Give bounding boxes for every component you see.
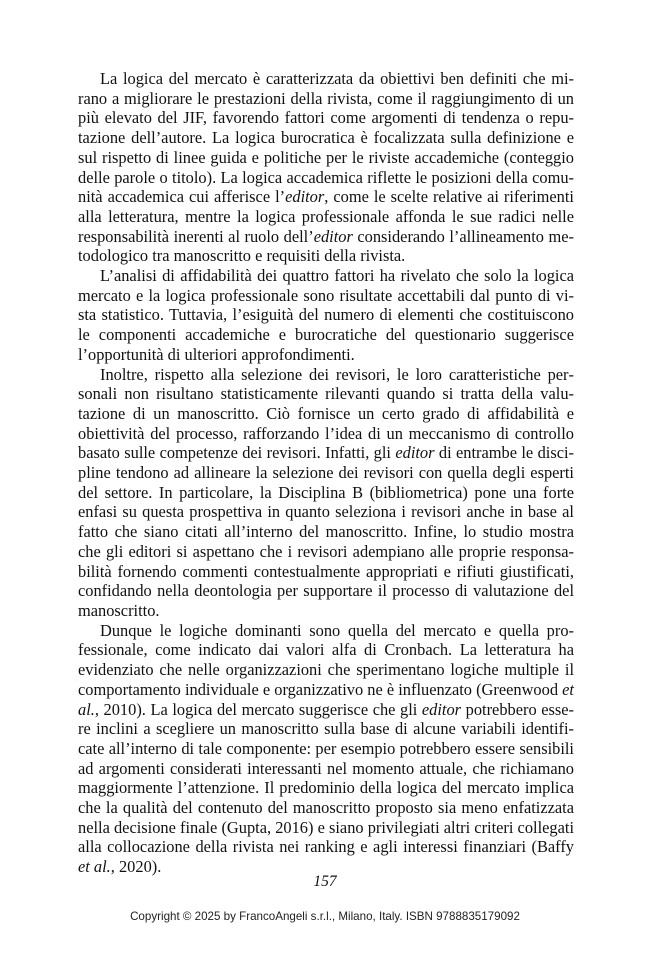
paragraph <box>78 621 574 877</box>
paragraph-text: considerando l’allineamento metodologico tra manoscritto e requisiti della rivista. <box>78 226 575 266</box>
page-body <box>78 69 574 877</box>
italic-term: et al. <box>78 857 111 877</box>
paragraph-text: , 2010). La logica del mercato suggerisce che gli <box>94 699 422 719</box>
paragraph <box>78 365 574 621</box>
italic-term: editor <box>395 443 435 463</box>
paragraph <box>78 69 574 266</box>
paragraph-text: L’analisi di affidabilità dei quattro fattori ha rivelato che solo la logica mercato e la logica professionale sono risultate accettabili dal punto di vista statistico. Tuttavia, l’esiguità del numero di elementi che costituiscono le componenti accademiche e burocratiche del questionario suggerisce l’opportunità di ulteriori approfondimenti. <box>78 266 574 364</box>
italic-term: et al. <box>78 679 574 719</box>
paragraph-text: potrebbero essere inclini a scegliere un manoscritto sulla base di alcune variabili identificate all’interno di tale componente: per esempio potrebbero essere sensibili ad argomenti considerati interessanti nel momento attuale, che richiamano maggiormente l’attenzione. Il predominio della logica del mercato implica che la qualità del contenuto del manoscritto proposto sia meno enfatizzata nella decisione finale (Gupta, 2016) e siano privilegiati altri criteri collegati alla collocazione della rivista nei ranking e agli interessi finanziari (Baffy <box>78 699 574 857</box>
paragraph-text: , come le scelte relative ai riferimenti alla letteratura, mentre la logica professionale affonda le sue radici nelle responsabilità inerenti al ruolo dell’ <box>78 187 574 246</box>
paragraph-text: Inoltre, rispetto alla selezione dei revisori, le loro caratteristiche personali non risultano statisticamente rilevanti quando si tratta della valutazione di un manoscritto. Ciò fornisce un certo grado di affidabilità e obiettività del processo, rafforzando l’idea di un meccanismo di controllo basato sulle competenze dei revisori. Infatti, gli <box>78 364 574 463</box>
italic-term: editor <box>313 226 353 246</box>
paragraph <box>78 266 574 365</box>
italic-term: editor <box>421 699 462 719</box>
paragraph-text: Dunque le logiche dominanti sono quella del mercato e quella professionale, come indicato dai valori alfa di Cronbach. La letteratura ha evidenziato che nelle organizzazioni che sperimentano logiche multiple il comportamento individuale e organizzativo ne è influenzato (Greenwood <box>78 620 574 699</box>
copyright-notice: Copyright © 2025 by FrancoAngeli s.r.l., Milano, Italy. ISBN 9788835179092 <box>130 910 520 923</box>
paragraph-text: , 2020). <box>110 857 162 877</box>
italic-term: editor <box>285 187 325 207</box>
paragraph-text: La logica del mercato è caratterizzata da obiettivi ben definiti che mirano a migliorare le prestazioni della rivista, come il raggiungimento di un più elevato del JIF, favorendo fattori come argomenti di tendenza o reputazione dell’autore. La logica burocratica è focalizzata sulla definizione e sul rispetto di linee guida e politiche per le riviste accademiche (conteggio delle parole o titolo). La logica accademica riflette le posizioni della comunità accademica cui afferisce l’ <box>78 69 574 207</box>
paragraph-text: di entrambe le discipline tendono ad allineare la selezione dei revisori con quella degli esperti del settore. In particolare, la Disciplina B (bibliometrica) pone una forte enfasi su questa prospettiva in quanto seleziona i revisori anche in base al fatto che siano citati all’interno del manoscritto. Infine, lo studio mostra che gli editori si aspettano che i revisori adempiano alle proprie responsabilità fornendo commenti contestualmente appropriati e rifiuti giustificati, confidando nella deontologia per supportare il processo di valutazione del manoscritto. <box>78 443 574 620</box>
page-number: 157 <box>313 873 337 890</box>
